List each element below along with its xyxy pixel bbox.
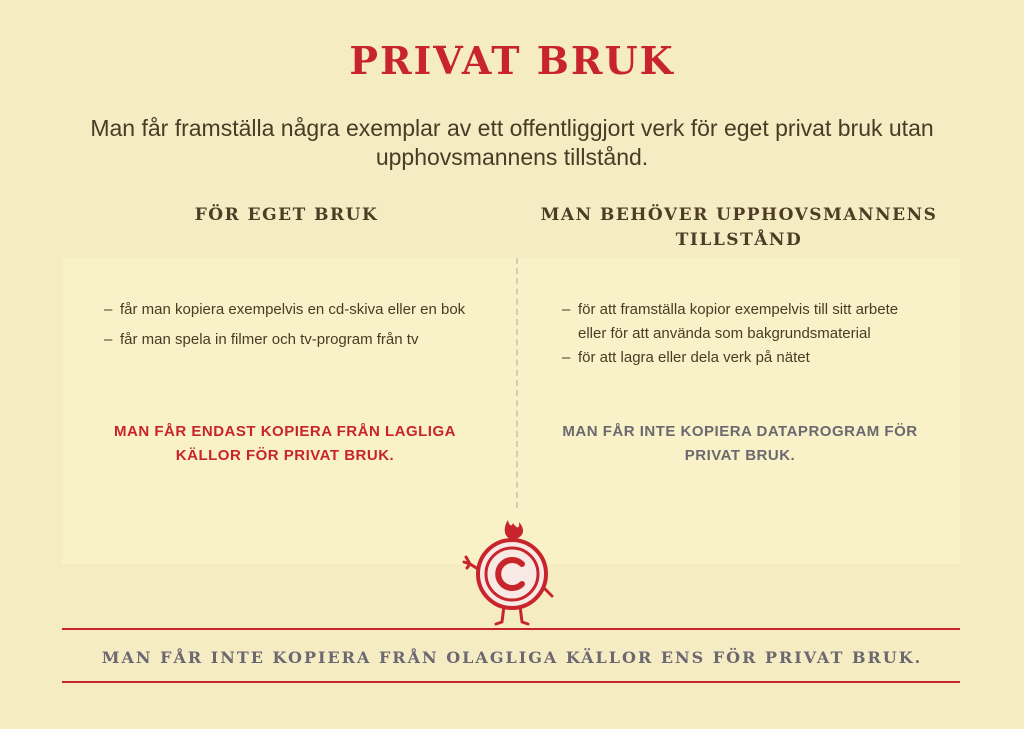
left-list [104,298,484,358]
list-item: – får man spela in filmer och tv-program från tv [104,328,484,352]
footer-text: MAN FÅR INTE KOPIERA FRÅN OLAGLIGA KÄLLOR ENS FÖR PRIVAT BRUK. [101,648,923,667]
right-warning-note: MAN FÅR INTE KOPIERA DATAPROGRAM FÖR PRIVAT BRUK. [562,423,918,464]
column-divider [516,258,518,508]
copyright-mascot-icon [456,510,568,635]
intro-text: Man får framställa några exemplar av ett offentliggjort verk för eget privat bruk utan upphovsmannens tillstånd. [90,115,934,170]
bullet-dash: – [562,301,571,318]
page-title: PRIVAT BRUK [349,38,675,83]
list-item: – för att lagra eller dela verk på nätet [562,346,917,370]
right-column-heading: MAN BEHÖVER UPPHOVSMANNENS TILLSTÅND [540,205,938,250]
left-column-heading: FÖR EGET BRUK [194,205,379,225]
bullet-dash: – [104,301,113,318]
footer-bottom-rule [62,681,960,683]
list-item: – får man kopiera exempelvis en cd-skiva eller en bok [104,298,484,322]
bullet-dash: – [104,331,113,348]
right-list [562,298,917,370]
footer-top-rule [62,628,960,630]
bullet-dash: – [562,349,571,366]
left-warning-note: MAN FÅR ENDAST KOPIERA FRÅN LAGLIGA KÄLLOR FÖR PRIVAT BRUK. [114,423,456,464]
list-item: – för att framställa kopior exempelvis till sitt arbete eller för att använda som bakgrundsmaterial [562,298,917,346]
